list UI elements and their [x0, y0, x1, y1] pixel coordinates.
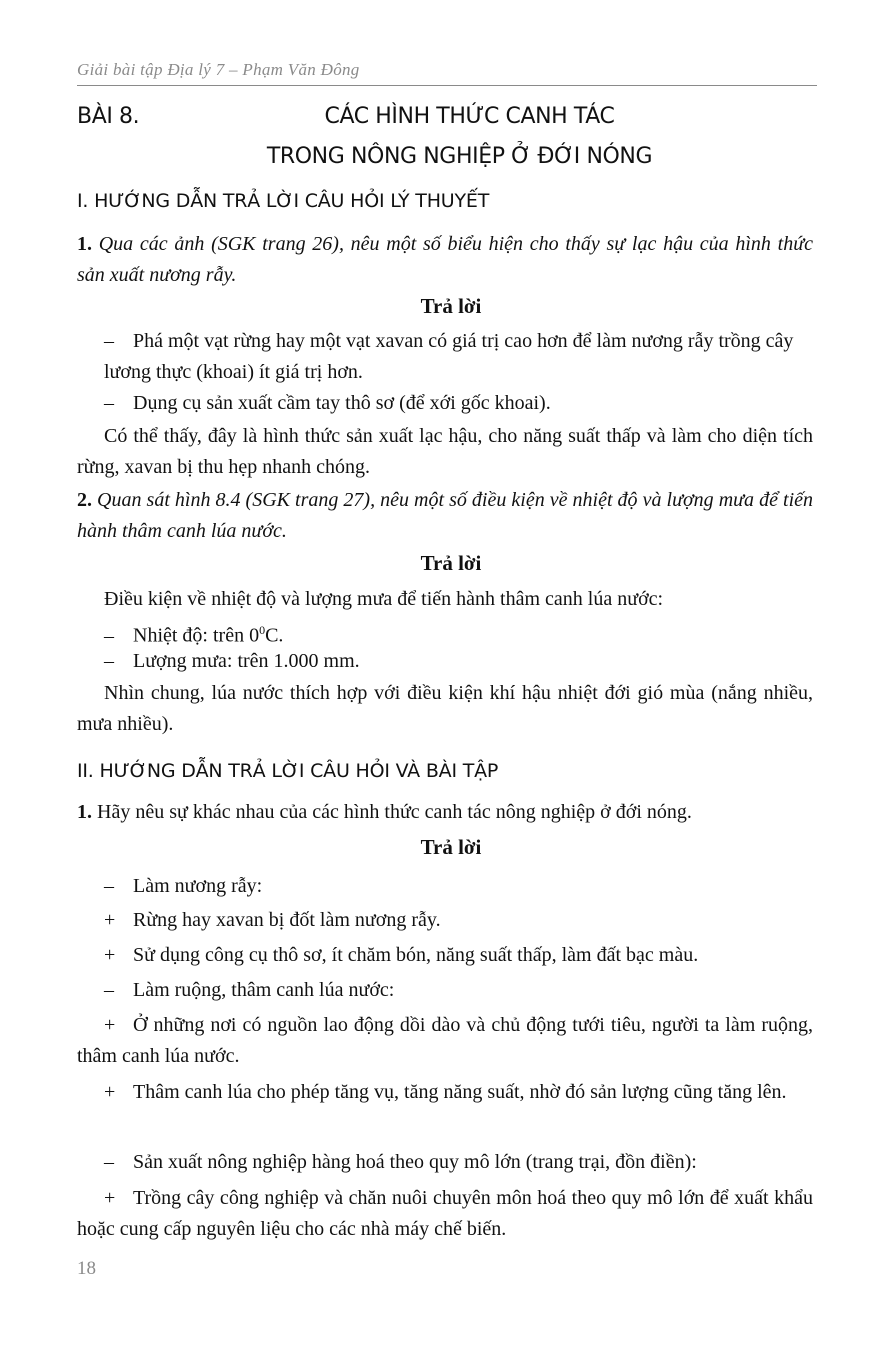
list-item: [77, 1077, 813, 1108]
degree-superscript: 0: [259, 623, 266, 637]
page-number: 18: [77, 1258, 96, 1279]
answer-label-s2-q1: Trả lời: [420, 835, 482, 859]
list-item: [77, 1010, 813, 1072]
lesson-title-line1: CÁC HÌNH THỨC CANH TÁC: [324, 104, 615, 129]
header-divider: [77, 85, 817, 86]
section1-heading: I. HƯỚNG DẪN TRẢ LỜI CÂU HỎI LÝ THUYẾT: [77, 190, 490, 212]
section2-heading: II. HƯỚNG DẪN TRẢ LỜI CÂU HỎI VÀ BÀI TẬP: [77, 760, 499, 782]
list-item-text: Thâm canh lúa cho phép tăng vụ, tăng năng suất, nhờ đó sản lượng cũng tăng lên.: [133, 1081, 787, 1103]
bullet-item: [104, 326, 813, 388]
bullet-item: [104, 388, 813, 419]
list-item-text: Trồng cây công nghiệp và chăn nuôi chuyên môn hoá theo quy mô lớn để xuất khẩu hoặc cung cấp nguyên liệu cho các nhà máy chế biến.: [77, 1187, 813, 1240]
list-item: [104, 871, 813, 902]
dash-bullet: –: [104, 392, 114, 414]
lesson-title-line2: TRONG NÔNG NGHIỆP Ở ĐỚI NÓNG: [266, 144, 653, 169]
list-item: [104, 1147, 813, 1178]
question-text: Hãy nêu sự khác nhau của các hình thức canh tác nông nghiệp ở đới nóng.: [97, 801, 692, 823]
list-item: [77, 1183, 813, 1245]
list-item-text: Rừng hay xavan bị đốt làm nương rẫy.: [133, 909, 441, 931]
list-marker: –: [104, 875, 114, 897]
bullet-text: Lượng mưa: trên 1.000 mm.: [133, 650, 360, 672]
list-marker: +: [104, 1014, 116, 1036]
question-number: 1.: [77, 801, 92, 823]
intro-line: Điều kiện về nhiệt độ và lượng mưa để tiến hành thâm canh lúa nước:: [104, 588, 664, 610]
list-item-text: Làm nương rẫy:: [133, 875, 263, 897]
dash-bullet: –: [104, 330, 114, 352]
list-marker: +: [104, 1081, 116, 1103]
list-marker: –: [104, 1151, 114, 1173]
list-marker: +: [104, 909, 116, 931]
dash-bullet: –: [104, 650, 114, 672]
question-s1-q2: [77, 485, 813, 547]
list-item: [104, 975, 813, 1006]
answer-label-s1-q2: Trả lời: [420, 551, 482, 575]
question-number: 1.: [77, 233, 92, 255]
running-header: Giải bài tập Địa lý 7 – Phạm Văn Đông: [77, 60, 360, 79]
question-s2-q1: [77, 797, 813, 828]
conclusion-s1-q1: Có thể thấy, đây là hình thức sản xuất lạc hậu, cho năng suất thấp và làm cho diện tích rừng, xavan bị thu hẹp nhanh chóng.: [77, 425, 813, 478]
question-number: 2.: [77, 489, 92, 511]
question-text: Quan sát hình 8.4 (SGK trang 27), nêu một số điều kiện về nhiệt độ và lượng mưa để tiến hành thâm canh lúa nước.: [77, 489, 813, 542]
dash-bullet: –: [104, 624, 114, 647]
bullet-text: Dụng cụ sản xuất cầm tay thô sơ (để xới gốc khoai).: [133, 392, 551, 414]
list-marker: +: [104, 1187, 116, 1209]
list-item: [104, 905, 813, 936]
temperature-suffix: C.: [265, 624, 284, 647]
temperature-prefix: Nhiệt độ: trên 0: [133, 624, 260, 647]
list-marker: –: [104, 979, 114, 1001]
answer-label-s1-q1: Trả lời: [420, 294, 482, 318]
bullet-text-part: Phá một vạt rừng hay một vạt xavan có giá trị cao hơn để làm nương rẫy trồng cây lương thực (khoai) ít giá trị hơn.: [104, 330, 794, 383]
bullet-item: [104, 646, 813, 677]
list-item-text: Sử dụng công cụ thô sơ, ít chăm bón, năng suất thấp, làm đất bạc màu.: [133, 944, 699, 966]
list-item: [104, 940, 813, 971]
question-s1-q1: [77, 229, 813, 291]
list-item-text: Làm ruộng, thâm canh lúa nước:: [133, 979, 395, 1001]
question-text: Qua các ảnh (SGK trang 26), nêu một số biểu hiện cho thấy sự lạc hậu của hình thức sản xuất nương rẫy.: [77, 233, 813, 286]
list-item-text: Sản xuất nông nghiệp hàng hoá theo quy mô lớn (trang trại, đồn điền):: [133, 1151, 697, 1173]
list-item-text: Ở những nơi có nguồn lao động dồi dào và chủ động tưới tiêu, người ta làm ruộng, thâm canh lúa nước.: [77, 1014, 813, 1067]
lesson-number: BÀI 8.: [77, 104, 140, 129]
conclusion-s1-q2: Nhìn chung, lúa nước thích hợp với điều kiện khí hậu nhiệt đới gió mùa (nắng nhiều, mưa nhiều).: [77, 682, 813, 735]
list-marker: +: [104, 944, 116, 966]
